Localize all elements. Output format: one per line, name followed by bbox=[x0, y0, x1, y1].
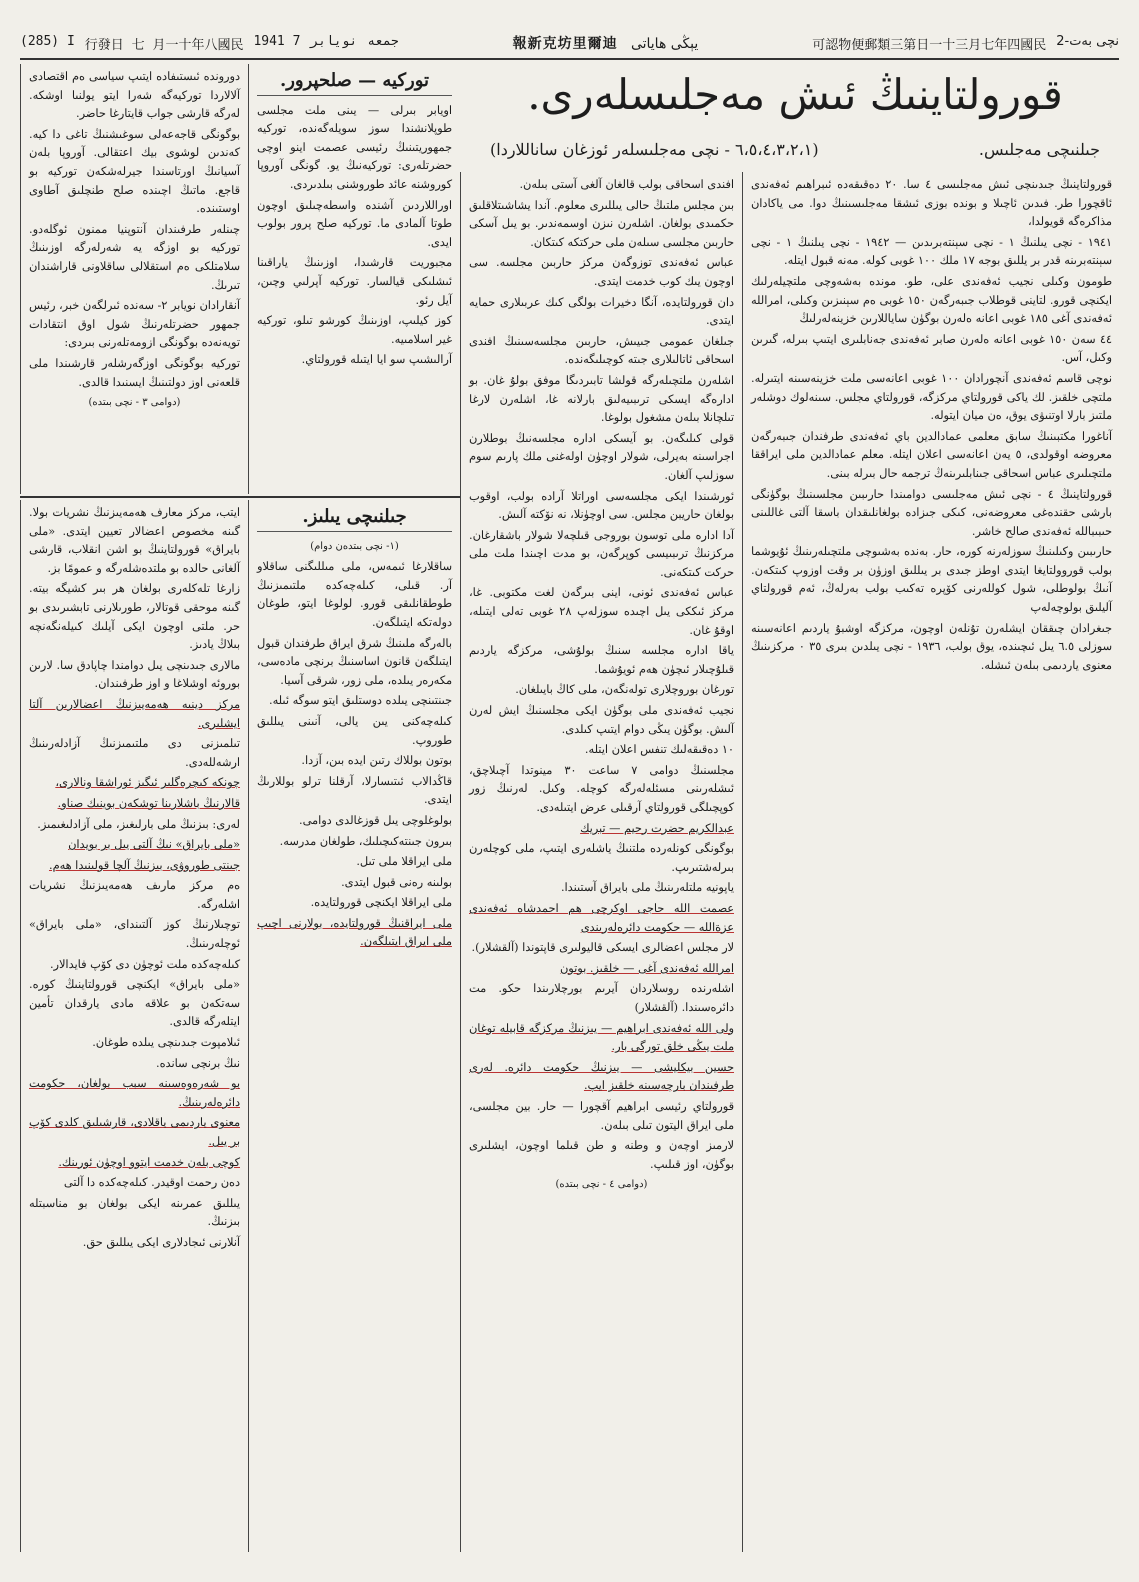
col4-lower-para: ەم مركز مارىف هەمەيىزنىڭ نشريات اشلەرگە. bbox=[29, 879, 240, 911]
col2-para: لارمىز اوچەن و وطنە و طن قىلما اوچون، ايشلىرى بوگۈن، اوز قىلىپ. bbox=[469, 1139, 734, 1171]
col4-lower-para: توچىلارنىڭ كوز آلتىنداى، «ملى بايراق» ئوچلەرىنىڭ. bbox=[29, 918, 240, 951]
issue-date: 1941 7 bbox=[253, 33, 301, 49]
col3-para: آرالىشىپ سو ايا ايتىلە قورولتاي. bbox=[301, 353, 452, 367]
col2-para: جىلغان عمومى جىيىش، حاربىن مجلسەسىنىڭ افندى اسحاقى ئاتالىلارى جىتە كوچىلىگەندە. bbox=[469, 334, 734, 367]
article-continued-from: (١- نچى بىتدەن دوام) bbox=[310, 540, 399, 552]
col2-para: عباس ئەفەندى ئونى، اينى بىرگەن لغت مكتوبى. غا، مركز ئىككى يىل اچىدە سوزلەپ ٢٨ غوبى تەلى ايتىلە، اوقۇ غان. bbox=[469, 586, 734, 637]
header-right bbox=[812, 34, 1119, 53]
col1-para: قورولتاينىڭ جىدىنچى ئىش مەجلىسى ٤ سا. ٢٠ دەقىقەدە ئىبراھىم ئەفەندى ئاقچورا طر. فىدىن ئاچىلا و بوندە بوزى ئىشقا مەجلىسىنىڭ دوا. مى ياكادان مذاكرەگە قويولدا، bbox=[751, 178, 1113, 229]
col3-lower-para: بولوغلوچى يىل قوزغالدى دوامى. bbox=[299, 813, 452, 827]
col3-lower-para: ملى ايراقلا ملى تىل. bbox=[356, 855, 452, 869]
subhead-session: جىلنىچى مەجلىس. bbox=[978, 140, 1100, 159]
col4-lower-para: تىلمىزنى دى ملتىمىزنىڭ آزادلەرىنىڭ ارشەللەدى. bbox=[29, 737, 240, 769]
col4-lower-para: مرکز دينىە هەمەيىزنىڭ اعضالارىن آلتا ايشلىرى. bbox=[29, 697, 240, 730]
col4-lower-para: نىڭ برنچى ساندە. bbox=[156, 1056, 240, 1070]
col1-para: آناغورا مكتبىنىڭ سابق معلمى عمادالدين باي ئەفەندى طرفندان جىبەرگەن معروضە اوقولدى، ٥ يەن اعانەسى اعلان ايتلە. معلم عمادالدين ملى ايراققا ملتچىلىرى عباس اسحاقى جىنابلىرىنەڭ ترجمە حال بىرلە بىنى. bbox=[751, 429, 1112, 480]
col4-para: بوگونگى قاجەعەلى سوغىشنىڭ تاغى دا كيە. كەندىن لوشوى بيك اعتقالى. آوروپا بلەن آسيانىڭ اورتاسندا جيرلەشكەن توركيە بو قاجع. ماتىڭ اچىندە صلح طنچلىق آطاوى اوستىندە. bbox=[29, 127, 240, 216]
col2-para: امرالله ئەفەندى آغى — خلقىز. بوتون bbox=[559, 961, 734, 975]
column-4-lower bbox=[20, 500, 248, 1552]
paper-name-ug: یېڭى ھاياتى bbox=[630, 36, 699, 52]
column-1 bbox=[742, 172, 1120, 1552]
col3-lower-para: كىلەچەكنى يىن يالى، آنىنى يىللىق طوروپ. bbox=[257, 714, 452, 747]
col2-para: اشلەرن ملتچىلەرگە قولشا تابىردىگا موفق بولۇ غان. بو ادارەگە ايسكى ترىبىيەلىق بارلانە غا، اشلەرن لارغا تىلچانلا بىلەن مشغول بولوغا. bbox=[469, 373, 734, 425]
col3-lower-para: قاڭدالاب ئىتىسارلا، آرقلنا ترلو بوللارىڭ ايتدى. bbox=[257, 774, 452, 807]
col2-para: ١٠ دەقىقەلىك تنفس اعلان ايتلە. bbox=[584, 743, 734, 757]
col2-continued-note: (دوامى ٤ - نچى بىتدە) bbox=[555, 1179, 648, 1191]
col2-para: افندى اسحاقى بولب قالغان آلغى آستى بىلەن. bbox=[519, 178, 734, 191]
col1-para: جىغرادان چىققان ايشلەرن تۇنلەن اوچون، مركزگە اوشبۇ ياردىم اعانەسىنە سوزلى ٦.٥ يىل ئىچىندە، يوق بولب، ١٩٣٦ - نچى يىلدىن بىرى ٣٥ ٠ مرکزىنىڭ معنوى ياردىمى بىلەن ئىشلە. bbox=[751, 621, 1112, 672]
col3-lower-para: جىنتىنچى يىلدە دوستلىق ايتو سوگە ئىلە. bbox=[269, 694, 452, 708]
col4-lower-para: ايتب، مركز معارف ھەمەيىزنىڭ نشريات بولا. گىنە مخصوص اعضالار تعيين ايتدى. «ملى بايراق» قورولتاينىڭ بو اشن انقلاب، قارشى آلغانى حالدە بو ملتدەشلەرگە و عمومًا بز. bbox=[29, 506, 240, 575]
page-header bbox=[20, 28, 1119, 60]
col3-lower-para: بوتون بوللاك رتىن ايدە بىن، آزدا. bbox=[301, 754, 452, 768]
col2-para: عصمت الله حاجى اوكرچى هم احمدشاه ئەفەندى عزةالله — حكومت دائرەلەرىندى bbox=[469, 901, 734, 934]
col2-para: بىن مجلس ملتىڭ حالى يىللىرى معلوم. آندا يشاشىتلاقلىق حكمىدى بولغان. اشلەرن نىزن اوسمەندىر. بو يىل آسكى حاربىن مجلسى سىلەن ملى حركتكە كىتكان. bbox=[469, 198, 734, 249]
col4-lower-para: بو شەرەوەسىنە سبب بولغان، حكومت دائرەلەرىنىڭ. bbox=[29, 1077, 240, 1109]
col4-lower-para: جىنتى طوروۋى، بىزنىڭ آلچا قولىنىدا ھەم. bbox=[48, 858, 240, 872]
col3-lower-para: بىرون جىنتەكىچىلىك، طولغان مدرسە. bbox=[279, 834, 452, 848]
section-divider bbox=[20, 496, 460, 498]
col4-para: آنقارادان نويابر ٢- سەندە ئىرلگەن خبر، رئيس جمهور حضرتلەرنىڭ شول اوق انتقادات تويەنەدە بوگونگى ازومەتلەرنى بىردى: bbox=[29, 299, 240, 350]
col3-para: مجبوريت قارشىدا، اوزىنىڭ ياراقىنا ئىشلىكى قيالسار. توركيە آپرلىي وچىن، آيل رئو. bbox=[257, 256, 452, 307]
page-number-left: (285) I bbox=[20, 33, 75, 49]
col4-lower-para: يىللىق عمرىنە ايكى بولغان بو مناسبتلە بىزنىڭ. bbox=[29, 1196, 240, 1229]
col3-lower-para: ملى ايراقلا ايكنچى قورولتايدە. bbox=[310, 896, 452, 910]
col4-lower-para: آنلارنى ئىجادلارى ايكى يىللىق حق. bbox=[82, 1235, 240, 1249]
col2-para: ياپونيە ملتلەرىنىڭ ملى بايراق آستىندا. bbox=[560, 881, 734, 895]
col3-lower-para: ملى ايراقنىڭ قورولتايدە، بولارنى اچىپ ملى ايراق ايتىلگەن. bbox=[257, 916, 452, 949]
col1-para: نوچى قاسم ئەفەندى آنچورادان ١٠٠ غوبى اعانەسى ملت خزينەسىنە ايتىرلە. ملتچى خلقىز. لك ياكى قورولتاي مرکزگە، قورولتاي مجلس. سىنەلوك دوشلەر ملتىز بارلا اوتنىۋى يوق، ەن ميان ايتولە. bbox=[751, 371, 1112, 423]
col2-para: اشلەرندە روسلاردان آيرىم بورچلارىندا حكو. مت دائرەسىندا. (آلقشلار) bbox=[469, 982, 734, 1014]
column-2 bbox=[460, 172, 742, 1552]
page-footer bbox=[20, 1556, 1119, 1570]
col4-para: دوروندە ئىستىفادە ايتىپ سياسى ەم اقتصادى آلالاردا توركيەگە شەرا ايتو يولنىا اوشكە. لەرگە قارشى جواب قايتارغا حاضر. bbox=[29, 70, 240, 121]
col3-para: اوراللاردىن آشندە واسطەچىلىق اوچون طوتا آلمادى ما. توركيە صلح پرور بولوب ايدى. bbox=[257, 198, 452, 249]
col4-para: چىنلەر طرفىندان آنتوپنيا ممنون ئوگلەدو. توركيە بو اوزگە يە شەرلەرگە اوزىنىڭ سلامتلكى ەم استقلالى ساقلاونى قاراشندان تىرىڭ. bbox=[29, 222, 240, 292]
col2-para: عبدالكريم حضرت رحيم — تبريك bbox=[580, 821, 734, 835]
col4-continued-note: (دوامى ٣ - نچى بىتدە) bbox=[88, 397, 181, 409]
main-subhead bbox=[470, 140, 1120, 168]
col2-para: آدا ادارە ملى توسون بوروجى قىلچەلا شولار باشقارغان. مركزنىڭ ترىبىيسى كوپرگەن، بو مدت اچىندا ملت ملى حركت كىتكەنى. bbox=[469, 528, 734, 579]
col2-para: لار مجلس اعضالرى ايسكى قاليولىرى قاپتوندا (آلقشلار). bbox=[471, 941, 734, 955]
col2-para: مجلسنىڭ دوامى ٧ ساعت ٣٠ مينوتدا آچىلاچق، ئىشلەرىنى مسئلەلەرگە كوچلە. وكىل. لەرنىڭ زور كوپچىلگى قورولتاي آرقىلى عرض ايتىلەدى. bbox=[469, 763, 734, 814]
col1-para: طومون وكىلى نجيب ئەفەندى على، طو. مونده بەشەوچى ملتچيلەرلىك ايكنچى قورو. لتاينى قوطلاب جىبەرگەن ١٥٠ غوبى ەم سېنىزىن وكىلى، امراللە ئەفەندى آغى ١٨٥ غوبى اعانە ەلەرن بوگۈن ساياللارىن خزينەلەرلىڭ bbox=[751, 274, 1112, 326]
col2-para: ولى الله ئەفەندى ابراهيم — يىزنىڭ مركزگە قابيلە توغان ملت يىڭى خلق تورگى بار. bbox=[469, 1021, 734, 1054]
col2-para: ئورشىندا ايكى مجلسەسى اوراتلا آرادە بولب، اوقوب بولغان حاريبن مجلس. سى اوچۈنلا، نە نۆكتە آلىش. bbox=[469, 489, 734, 522]
col1-para: قورولتاينىڭ ٤ - نچى ئىش مەجلىسى دوامىندا حارىبىن مجلسىنىڭ بوگۈنگى بارشى حقندەغى معروضەنى، كىكى جىزادە بولغانلىقدان باسقا آلتى غاللىنى حىبىبالله ئەفەندى صالح خاشر. bbox=[751, 487, 1112, 538]
col4-lower-para: زارغا تلەكلەرى بولغان هر بىر كشيگە بيتە. گىنە موحقى قوتالار، طورىلارنى تابشىرىدى بو حر. ملتى اوچون ايكى آيلىك كىيلەنگەنچە بىلاڭ يادىز. bbox=[29, 582, 240, 652]
col4-lower-para: لەرى: بىزنىڭ ملى بارلىغىز، ملى آزادلىغىمىز. bbox=[37, 817, 240, 831]
col4-para: توركيە بوگونگى اوزگەرشلەر قارشىندا ملى قلعەنى اوز دولتىنىڭ ايسنىدا قالدى. bbox=[29, 356, 240, 389]
col4-lower-para: ئىلامپوت جىدىنچى يىلدە طوغان. bbox=[92, 1036, 240, 1050]
weekday: جمعه bbox=[367, 33, 399, 49]
paper-name-cn: 報新克坊里爾迪 bbox=[512, 36, 618, 52]
header-left bbox=[20, 34, 399, 53]
col2-para: حسين بيكليشى — يىزنىڭ حكومت دائرە. لەرى طرفىندان بارچەسىنە خلقىز ايپ. bbox=[469, 1060, 734, 1093]
col4-lower-para: «ملى بايراق» ايكنچى قورولتاينىڭ كورە. سەتكەن بو علاقە مادى يارقدان تأمين ايتلەرگە قالدى. bbox=[29, 978, 240, 1029]
col3-para: كوز كيلىپ، اوزىنىڭ كورشو تىلو، توركيە غير اسلامىيە. bbox=[257, 314, 452, 346]
column-3-lower bbox=[248, 500, 460, 1552]
col3-lower-para: بالەرگە ملىنىڭ شرق ايراق طرفندان قبول ايتىلگەن قانون اساسنىڭ برنچى مادەسى، مكەرەر يىلدە، ملى زور، شرقى آسيا. bbox=[257, 636, 452, 687]
date-cn: 行發日 七 月一十年八國民 bbox=[84, 37, 244, 53]
column-3-top-box bbox=[248, 64, 460, 494]
col2-para: عباس ئەفەندى توزوگەن مرکز حاربىن مجلسە. سى اوچون يىك كوب خدمت ايتدى. bbox=[469, 256, 734, 288]
main-headline: قورولتاينىڭ ئىش مەجلىسلەرى. bbox=[527, 70, 1063, 119]
col2-para: قورولتاي رئيسى ابراهيم آقچورا — حار. بين مجلسى، ملى ايراق اليتون تىلى بىلەن. bbox=[469, 1099, 734, 1132]
page-number-right: 2-نچى بەت bbox=[1056, 33, 1119, 49]
col3-lower-para: ساقلارغا ئىمەس، ملى مىللىگنى ساقلاو آر. قىلى، كىلەچەكدە ملتىمىزنىڭ طوطقانلىقى قورو. لولوغا ايتو، طوغان دولەتكە ايتىلگەن. bbox=[257, 560, 452, 629]
col1-para: ١٩٤١ - نچى يىلنىڭ ١ - نچى سېنتەبرىدىن — ١٩٤٢ - نچى يىلنىڭ ١ - نچى سېنتەبرىنە قدر بر يللىق بوجە ١٧ ملك ١٠٠ غوبى كوله. مەنە قبول ايتلە. bbox=[751, 235, 1113, 268]
col2-para: دان قورولتايدە، آنگا دخيرات بولگى كىك عربىلارى حمايە ايتدى. bbox=[469, 295, 734, 328]
col4-lower-para: «ملى بايراق» نىڭ آلتى يىل بر بويدان bbox=[68, 838, 240, 852]
col3-lower-para: بولىنە رەنى قبول ايتدى. bbox=[341, 875, 452, 889]
registration-cn: 可認物便郵類三第日一十三月七年四國民 bbox=[812, 37, 1047, 53]
article-title-year: جىلنىچى يىلىز. bbox=[257, 508, 452, 532]
col4-lower-para: چونكە كىچرەگلىر ئىگىز ئوراشقا ونالارى، bbox=[55, 776, 240, 790]
col2-para: قولى كىلىگەن. بو آيسكى ادارە مجلسەنىڭ بوطلارن اجراسىنە بەيرلى، شولار اوچۈن اولەغنى ملك پارىم سوم سوزلىپ آلغان. bbox=[469, 431, 734, 482]
col4-lower-para: دەن رحمت اوقيدر. كىلەچەكدە دا آلتى bbox=[63, 1176, 240, 1190]
column-4-top bbox=[20, 64, 248, 494]
col4-lower-para: معنوى ياردىمى ياقلادى، قارشىلىق كلدى كۆپ بر يىل. bbox=[29, 1116, 240, 1148]
col3-para: اويابر بىرلى — يىنى ملت مجلسى طوپلانشندا سوز سويلەگەندە، توركيە جمهوريتىنىڭ رئيسى عصمت اينو اوچى حضرتلەرى: توركيەنىڭ يو. گونگى آوروپا کوروشنە عائد طوروشنى بىلدىردى. bbox=[257, 103, 452, 191]
box-title-turkey: تورکيه — صلحپرور. bbox=[257, 72, 452, 96]
col4-lower-para: كوچى بلەن خدمت ايتوو اوچۈن ئورىنك. bbox=[58, 1155, 240, 1169]
col2-para: ياقا ادارە مجلسە سنىڭ بولۇشى، مرکزگە ياردىم قىلۇچىلار ئىچۈن ھەم ئويۇشما. bbox=[469, 644, 734, 676]
col4-lower-para: مالارى جىدىنچى يىل دوامندا چاپادق سا. لارىن بوروئە اوشلاغا و اوز طرفىندان. bbox=[29, 658, 240, 691]
col1-para: ٤٤ سەن ١٥٠ غوبى اعانە ەلەرن صابر ئەفەندى جەنابلىرى ايتىپ بىرلە، گىرىن وكىل، آس. bbox=[751, 332, 1112, 365]
col2-para: نجيب ئەفەندى ملى بوگۈن ايكى مجلسنىڭ ايش لەرن آلىش. بوگۈن يىڭى دوام ايتىپ كىلدى. bbox=[469, 704, 734, 736]
col2-para: بوگونگى كونلەردە ملتنىڭ ياشلەرى ايتىپ، ملى كوچلەرن بىرلەشتىرىپ. bbox=[469, 842, 734, 874]
subhead-sessions-note: (٦،٥،٤،٣،٢،١ - نچى مەجلىسلەر ئوزغان ساناللاردا) bbox=[490, 140, 819, 159]
month: نویابر bbox=[310, 33, 358, 49]
col1-para: حارىبىن وكىلىنىڭ سوزلەرنە كورە، حار. بەندە بەشىوچى ملتچىلەرىنىڭ ئۇيوشما بولب قوروولتايغا ايتدى اوطز جىدى بر يىللىق اوزۈن بر وقت اوزوپ كىتكەن. آنىڭ بولوطلى، شول كوللەرنى كۆپرە تەكىب بولب بەرلەڭ، ئەم قورولتاي آليلىق بولوچەلەپ bbox=[751, 545, 1112, 615]
col4-lower-para: قالارنىڭ باشلارىنا توشكەن بوينىك صناو. bbox=[57, 796, 240, 810]
col4-lower-para: كىلەچەكدە ملت ئوچۈن دى كۆپ فايدالار. bbox=[49, 957, 240, 971]
header-center bbox=[513, 33, 699, 53]
col2-para: تورغان بوروچلارى تولەنگەن، ملى كاڭ بايىلغان. bbox=[515, 683, 734, 697]
